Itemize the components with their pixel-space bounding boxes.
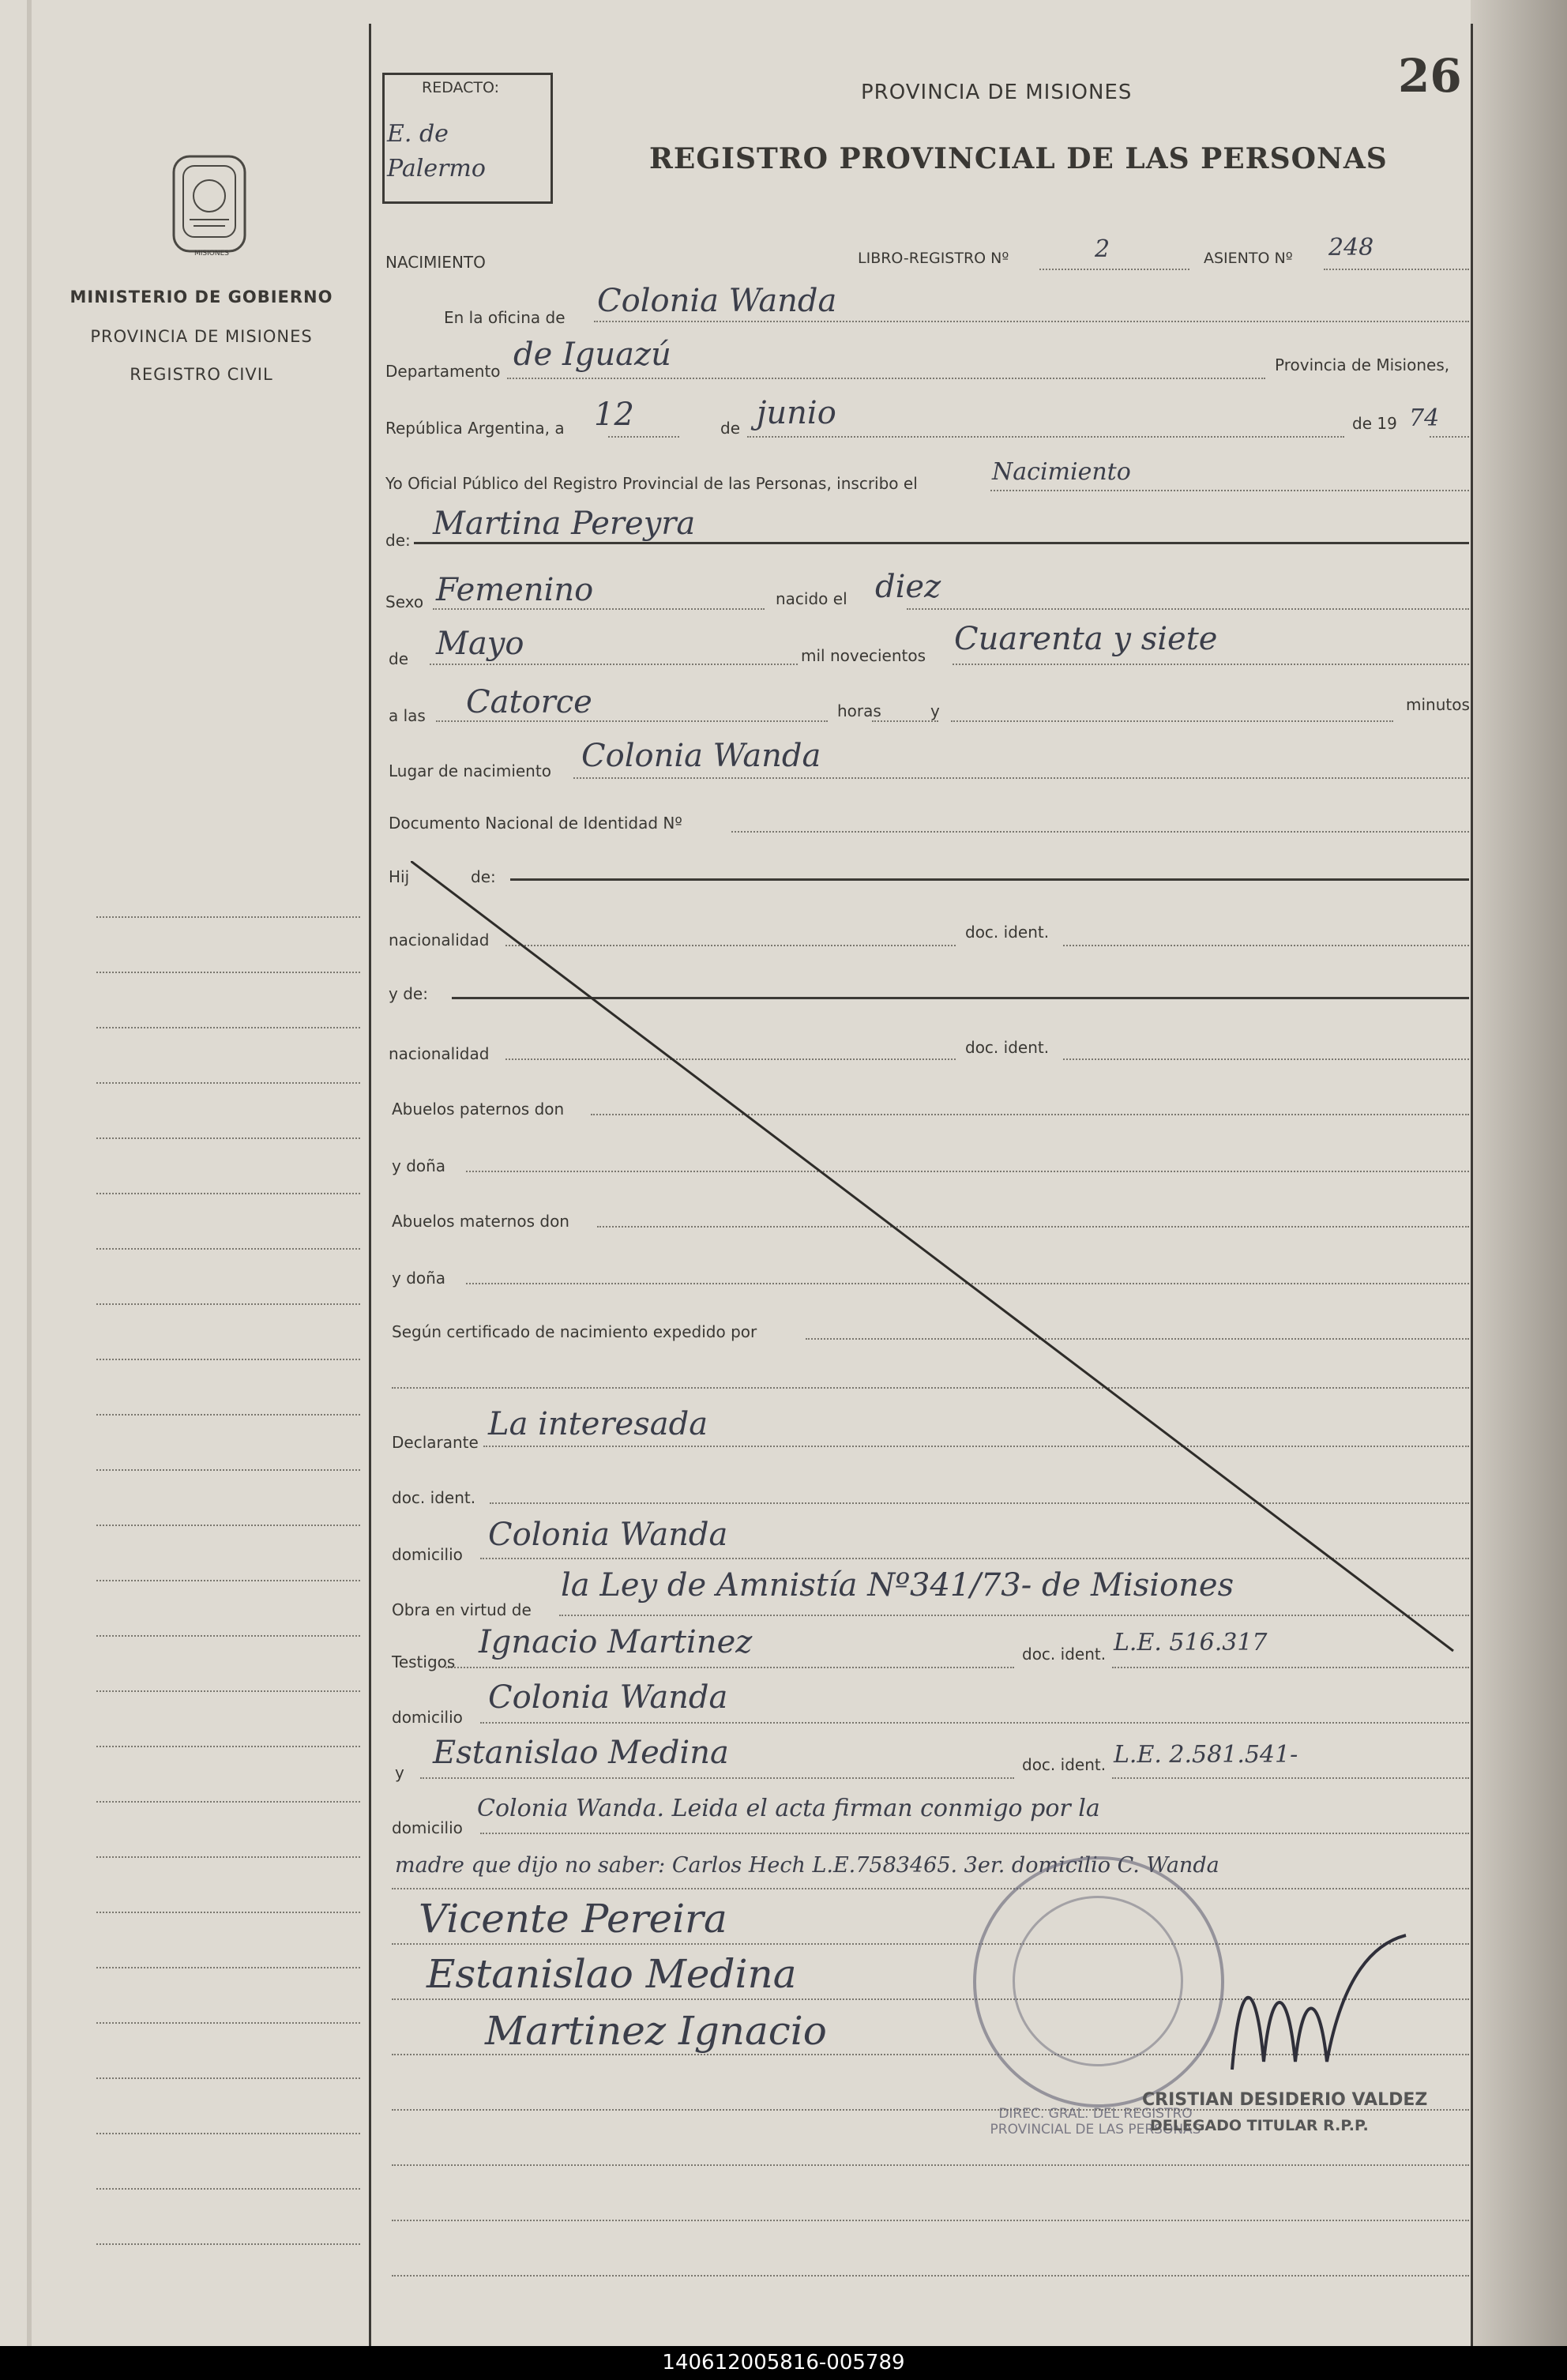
obra-value: la Ley de Amnistía Nº341/73- de Misiones: [561, 1567, 1234, 1604]
ministry-title: MINISTERIO DE GOBIERNO: [70, 288, 333, 306]
margin-ruled-line: [96, 1801, 360, 1803]
domicilio3-label: domicilio: [392, 1818, 463, 1837]
doc-ident4-label: doc. ident.: [1022, 1645, 1107, 1664]
domicilio3-value: Colonia Wanda. Leida el acta firman conmigo por la: [477, 1795, 1100, 1822]
declarante-label: Declarante: [392, 1433, 479, 1452]
note-dots-8: [392, 2275, 1469, 2277]
hour-value: Catorce: [466, 684, 592, 720]
margin-ruled-line: [96, 1912, 360, 1913]
departamento-dots: [507, 378, 1265, 379]
testigo2-dots: [420, 1777, 1014, 1779]
nacionalidad2-label: nacionalidad: [389, 1044, 490, 1063]
margin-ruled-line: [96, 2243, 360, 2245]
margin-ruled-line: [96, 1856, 360, 1858]
margin-ruled-line: [96, 1248, 360, 1250]
margin-ruled-line: [96, 1414, 360, 1416]
de-label: de: [720, 419, 740, 438]
provincia-label: Provincia de Misiones,: [1275, 355, 1450, 374]
signature-martinez: Martinez Ignacio: [485, 2008, 827, 2054]
margin-ruled-line: [96, 916, 360, 918]
margin-ruled-line: [96, 2077, 360, 2079]
testigos-dots: [445, 1667, 1014, 1668]
footer-code: 140612005816-005789: [0, 2346, 1567, 2380]
seal-label: MISIONES: [194, 250, 230, 258]
de2-label: de:: [385, 531, 411, 550]
note-dots-1: [392, 1888, 1469, 1889]
margin-ruled-line: [96, 1303, 360, 1305]
margin-ruled-line: [96, 972, 360, 973]
month-value: junio: [757, 395, 836, 431]
name-line: [414, 542, 1469, 544]
margin-ruled-line: [96, 1746, 360, 1747]
lugar-label: Lugar de nacimiento: [389, 761, 551, 780]
departamento-value: de Iguazú: [513, 337, 671, 373]
page-number: 26: [1398, 49, 1462, 103]
oficina-label: En la oficina de: [444, 308, 566, 327]
documento-dots: [731, 831, 1469, 833]
hour-dots: [436, 720, 828, 722]
note-dots-7: [392, 2220, 1469, 2221]
note-line-2: madre que dijo no saber: Carlos Hech L.E.7583465. 3er. domicilio C. Wanda: [395, 1853, 1219, 1878]
domicilio2-dots: [480, 1722, 1469, 1724]
domicilio2-value: Colonia Wanda: [488, 1679, 728, 1716]
margin-ruled-line: [96, 1580, 360, 1581]
margin-ruled-line: [96, 1137, 360, 1139]
libro-value: 2: [1095, 235, 1110, 263]
margin-ruled-line: [96, 2188, 360, 2190]
testigo2-doc-dots: [1112, 1777, 1469, 1779]
day-dots: [608, 436, 679, 438]
hijo-de-label: de:: [471, 867, 496, 886]
abuelos-maternos-label: Abuelos maternos don: [392, 1212, 569, 1231]
oficial-label: Yo Oficial Público del Registro Provincial de las Personas, inscribo el: [385, 474, 918, 493]
redacto-handwriting: E. de Palermo: [387, 120, 486, 182]
nacido-value: diez: [875, 569, 941, 605]
stamp-text: DIREC. GRAL. DEL REGISTRO PROVINCIAL DE LAS PERSONAS: [990, 2106, 1201, 2137]
note-dots-6: [392, 2164, 1469, 2166]
month-dots: [747, 436, 1344, 438]
hijo-label: Hij: [389, 867, 410, 886]
birth-month-value: Mayo: [436, 626, 524, 662]
domicilio-label: domicilio: [392, 1545, 463, 1564]
sexo-value: Femenino: [436, 572, 594, 608]
doc-ident-label: doc. ident.: [965, 923, 1050, 942]
birth-year-value: Cuarenta y siete: [954, 621, 1218, 657]
margin-ruled-line: [96, 2133, 360, 2134]
doc-ident2-label: doc. ident.: [965, 1038, 1050, 1057]
nacido-label: nacido el: [776, 589, 847, 608]
official-name: CRISTIAN DESIDERIO VALDEZ: [1142, 2090, 1428, 2110]
margin-ruled-line: [96, 1027, 360, 1028]
signature-estanislao: Estanislao Medina: [427, 1951, 797, 1997]
redacto-label: REDACTO:: [422, 79, 500, 96]
margin-line-right: [1471, 24, 1473, 2346]
departamento-label: Departamento: [385, 362, 501, 381]
oficina-value: Colonia Wanda: [597, 283, 837, 319]
margin-ruled-line: [96, 1525, 360, 1526]
y-dona-2-label: y doña: [392, 1269, 446, 1288]
declarante-value: La interesada: [488, 1406, 708, 1442]
ala-label: a las: [389, 706, 426, 725]
obra-label: Obra en virtud de: [392, 1600, 532, 1619]
hora-label: horas: [837, 701, 881, 720]
margin-ruled-line: [96, 1193, 360, 1194]
y-dona-1-label: y doña: [392, 1156, 446, 1175]
minutos-dots: [951, 720, 1393, 722]
oficial-dots: [990, 490, 1469, 491]
ministry-province: PROVINCIA DE MISIONES: [90, 327, 313, 346]
margin-ruled-line: [96, 1359, 360, 1360]
margin-ruled-line: [96, 1967, 360, 1968]
asiento-label: ASIENTO Nº: [1204, 250, 1293, 267]
domicilio-value: Colonia Wanda: [488, 1517, 728, 1553]
margin-ruled-line: [96, 1469, 360, 1471]
y-label: y: [930, 701, 940, 720]
ministry-registry: REGISTRO CIVIL: [130, 365, 273, 384]
testigo1-doc-value: L.E. 516.317: [1114, 1629, 1268, 1656]
documento-label: Documento Nacional de Identidad Nº: [389, 814, 682, 833]
page-edge-shadow: [1471, 0, 1567, 2346]
testigo1-doc-dots: [1112, 1667, 1469, 1668]
year-prefix-label: de 19: [1352, 414, 1397, 433]
margin-ruled-line: [96, 1635, 360, 1637]
year-dots: [1430, 436, 1469, 438]
oficina-dots: [594, 321, 1469, 322]
birth-month-dots: [430, 664, 798, 665]
cancel-diagonal-line: [411, 861, 1469, 1659]
testigos-label: Testigos: [392, 1652, 456, 1671]
page-fold: [27, 0, 32, 2346]
sexo-label: Sexo: [385, 592, 424, 611]
lugar-value: Colonia Wanda: [581, 738, 821, 774]
lugar-dots: [573, 777, 1469, 779]
yde-label: y de:: [389, 984, 428, 1003]
signature-vicente: Vicente Pereira: [419, 1896, 727, 1942]
mil-label: mil novecientos: [801, 646, 926, 665]
republica-label: República Argentina, a: [385, 419, 565, 438]
doc-ident3-label: doc. ident.: [392, 1488, 476, 1507]
minutos-label: minutos: [1406, 695, 1470, 714]
testigo2-doc-value: L.E. 2.581.541-: [1114, 1741, 1298, 1769]
segun-label: Según certificado de nacimiento expedido por: [392, 1322, 757, 1341]
libro-dots: [1039, 269, 1189, 270]
registry-stamp-inner: [1013, 1896, 1183, 2066]
official-title: DELEGADO TITULAR R.P.P.: [1150, 2117, 1369, 2134]
oficial-value: Nacimiento: [992, 458, 1131, 486]
asiento-value: 248: [1328, 234, 1374, 261]
domicilio2-label: domicilio: [392, 1708, 463, 1727]
asiento-dots: [1324, 269, 1469, 270]
margin-ruled-line: [96, 1690, 360, 1692]
nacido-dots: [907, 608, 1469, 610]
provincial-seal-icon: [158, 149, 261, 259]
name-value: Martina Pereyra: [433, 506, 696, 542]
nacionalidad-label: nacionalidad: [389, 931, 490, 949]
testigo1-value: Ignacio Martinez: [479, 1624, 753, 1660]
abuelos-paternos-label: Abuelos paternos don: [392, 1100, 565, 1119]
province-title: PROVINCIA DE MISIONES: [861, 81, 1133, 104]
de3-label: de: [389, 649, 408, 668]
libro-label: LIBRO-REGISTRO Nº: [858, 250, 1009, 267]
doc-ident5-label: doc. ident.: [1022, 1755, 1107, 1774]
margin-ruled-line: [96, 2022, 360, 2024]
y2-label: y: [395, 1763, 404, 1782]
sexo-dots: [433, 608, 765, 610]
birth-year-dots: [953, 664, 1469, 665]
domicilio3-dots: [480, 1833, 1469, 1834]
year-suffix-value: 74: [1409, 404, 1440, 432]
margin-ruled-line: [96, 1082, 360, 1084]
testigo2-value: Estanislao Medina: [433, 1735, 729, 1771]
day-value: 12: [594, 397, 634, 433]
official-signature-scribble: [1216, 1927, 1422, 2085]
record-type-label: NACIMIENTO: [385, 253, 486, 272]
hora-dots: [872, 720, 938, 722]
registry-title: REGISTRO PROVINCIAL DE LAS PERSONAS: [649, 142, 1388, 175]
